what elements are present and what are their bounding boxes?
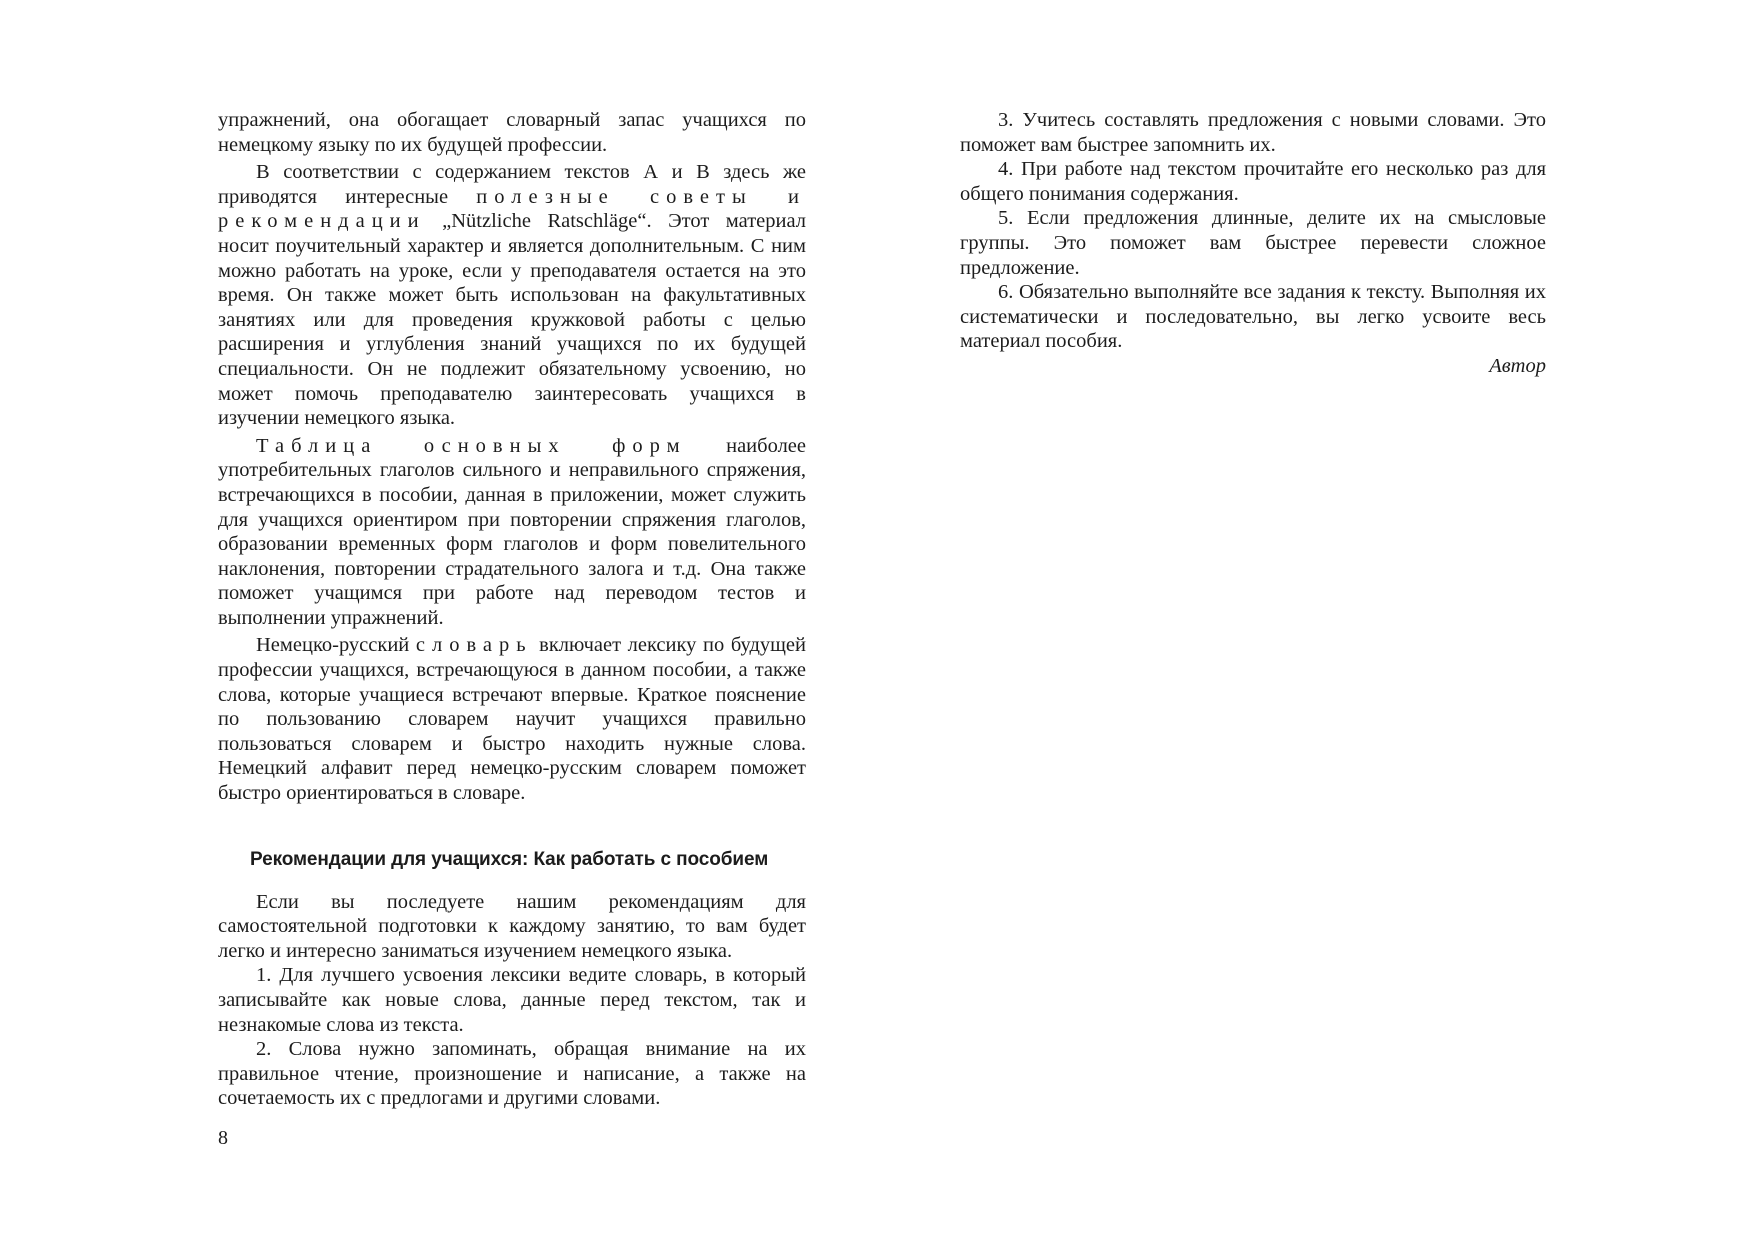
- right-page-text: [960, 108, 1546, 379]
- paragraph-intro: упражнений, она обогащает словарный запас учащихся по немецкому языку по их будущей профессии.: [218, 109, 806, 156]
- dictionary-text-end: включает лексику по будущей профессии учащихся, встречающуюся в данном пособии, а также слова, которые учащиеся встречают впервые. Краткое пояснение по пользованию словарем научит учащихся правильно пользоваться словарем и быстро находить нужные слова. Немецкий алфавит перед немецко-русским словарем поможет быстро ориентироваться в словаре.: [218, 634, 806, 805]
- tips-spaced-term: полезные советы и рекомендации: [218, 185, 806, 233]
- verb-table-text: наиболее употребительных глаголов сильного и неправильного спряжения, встречающихся в пособии, данная в приложении, может служить для учащихся ориентиром при повторении спряжения глаголов, образовании временных форм глаголов и форм повелительного наклонения, повторении страдательного залога и т.д. Она также поможет учащимся при работе над переводом тестов и выполнении упражнений.: [218, 434, 806, 629]
- recommendation-item-5: 5. Если предложения длинные, делите их на смысловые группы. Это поможет вам быстрее перевести сложное предложение.: [960, 207, 1546, 279]
- paragraph-verb-table: [218, 434, 806, 631]
- dictionary-spaced-term: словарь: [415, 634, 533, 657]
- left-page-text: [218, 108, 806, 1111]
- recommendation-item-4: 4. При работе над текстом прочитайте его несколько раз для общего понимания содержания.: [960, 158, 1546, 205]
- recommendation-item-1: 1. Для лучшего усвоения лексики ведите словарь, в который записывайте как новые слова, данные перед текстом, так и незнакомые слова из текста.: [218, 964, 806, 1036]
- recommendation-item-3: 3. Учитесь составлять предложения с новыми словами. Это поможет вам быстрее запомнить их.: [960, 109, 1546, 156]
- left-page: [0, 0, 877, 1240]
- paragraph-tips: [218, 160, 806, 431]
- dictionary-text-start: Немецко-русский: [256, 634, 416, 657]
- paragraph-recommendations-intro: Если вы последуете нашим рекомендациям для самостоятельной подготовки к каждому занятию, то вам будет легко и интересно заниматься изучением немецкого языка.: [218, 890, 806, 962]
- right-page: [877, 0, 1755, 1240]
- tips-text-end: „Nützliche Ratschläge“. Этот материал носит поучительный характер и является дополнительным. С ним можно работать на уроке, если у преподавателя остается на это время. Он также может быть использован на факультативных занятиях или для проведения кружковой работы с целью расширения и углубления знаний учащихся по их будущей специальности. Он не подлежит обязательному усвоению, но может помочь преподавателю заинтересовать учащихся в изучении немецкого языка.: [218, 210, 806, 430]
- tips-text-start: В соответствии с содержанием текстов А и В здесь же приводятся интересные: [218, 161, 806, 208]
- verb-table-spaced-term: Таблица основных форм: [256, 434, 687, 457]
- recommendation-item-6: 6. Обязательно выполняйте все задания к тексту. Выполняя их систематически и последовательно, вы легко усвоите весь материал пособия.: [960, 281, 1546, 353]
- author-signature: Автор: [1489, 354, 1546, 377]
- recommendation-item-2: 2. Слова нужно запоминать, обращая внимание на их правильное чтение, произношение и написание, а также на сочетаемость их с предлогами и другими словами.: [218, 1038, 806, 1110]
- section-heading: Рекомендации для учащихся: Как работать с пособием: [250, 848, 769, 870]
- paragraph-dictionary: [218, 633, 806, 805]
- page-number: 8: [218, 1127, 228, 1149]
